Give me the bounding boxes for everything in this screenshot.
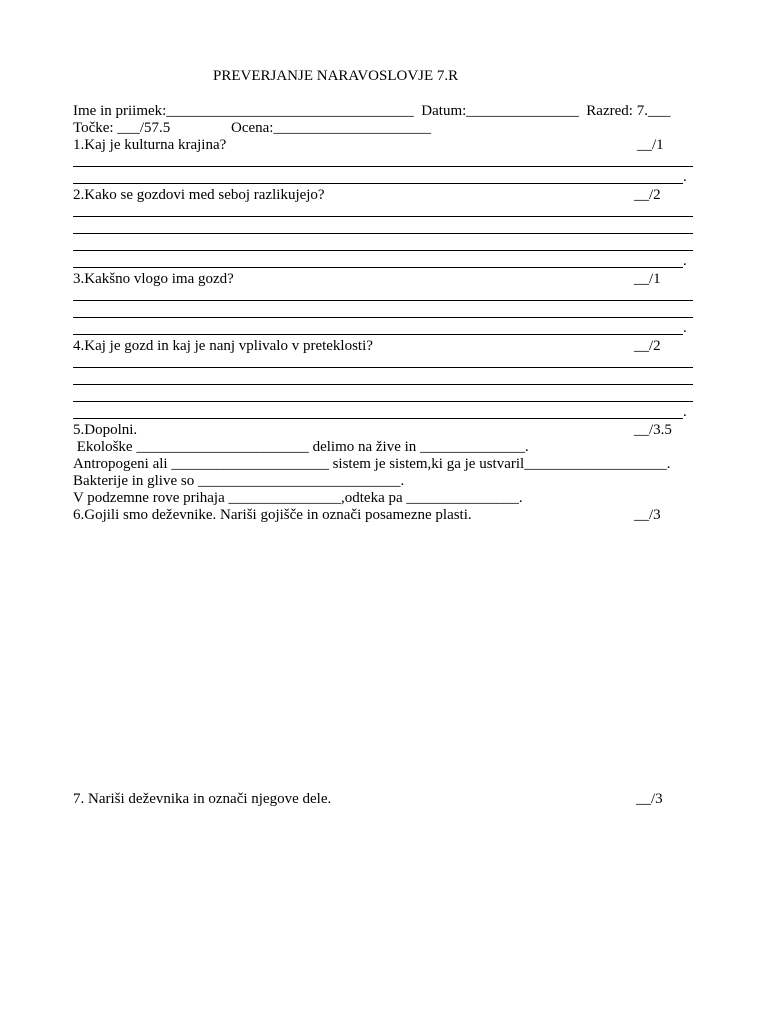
question-7-points: __/3	[636, 791, 663, 807]
answer-line	[73, 384, 693, 385]
question-4: 4.Kaj je gozd in kaj je nanj vplivalo v preteklosti?	[73, 338, 373, 354]
answer-line	[73, 418, 683, 419]
answer-line	[73, 334, 683, 335]
line-end-period: .	[683, 320, 687, 336]
question-3: 3.Kakšno vlogo ima gozd?	[73, 271, 234, 287]
question-5-points: __/3.5	[634, 422, 672, 438]
question-7: 7. Nariši deževnika in označi njegove dele.	[73, 791, 332, 807]
answer-line	[73, 216, 693, 217]
fill-in-sentence-2: Antropogeni ali _____________________ sistem je sistem,ki ga je ustvaril___________________.	[73, 456, 671, 472]
question-6-points: __/3	[634, 507, 661, 523]
answer-line	[73, 267, 683, 268]
question-1-points: __/1	[637, 137, 664, 153]
question-4-points: __/2	[634, 338, 661, 354]
line-end-period: .	[683, 253, 687, 269]
question-1: 1.Kaj je kulturna krajina?	[73, 137, 227, 153]
fill-in-sentence-3: Bakterije in glive so ___________________________.	[73, 473, 405, 489]
question-2-points: __/2	[634, 187, 661, 203]
question-2: 2.Kako se gozdovi med seboj razlikujejo?	[73, 187, 325, 203]
answer-line	[73, 300, 693, 301]
answer-line	[73, 401, 693, 402]
answer-line	[73, 250, 693, 251]
answer-line	[73, 166, 693, 167]
question-5: 5.Dopolni.	[73, 422, 138, 438]
page-title: PREVERJANJE NARAVOSLOVJE 7.R	[213, 68, 459, 84]
line-end-period: .	[683, 169, 687, 185]
fill-in-sentence-1: Ekološke _______________________ delimo na žive in ______________.	[73, 439, 529, 455]
line-end-period: .	[683, 404, 687, 420]
grade-field: Ocena:_____________________	[231, 120, 431, 136]
question-6: 6.Gojili smo deževnike. Nariši gojišče in označi posamezne plasti.	[73, 507, 472, 523]
name-date-class-row: Ime in priimek:_________________________________ Datum:_______________ Razred: 7.___	[73, 103, 671, 119]
fill-in-sentence-4: V podzemne rove prihaja _______________,odteka pa _______________.	[73, 490, 523, 506]
answer-line	[73, 233, 693, 234]
drawing-area-6[interactable]	[73, 530, 693, 785]
answer-line	[73, 183, 683, 184]
drawing-area-7[interactable]	[73, 815, 693, 1005]
answer-line	[73, 317, 693, 318]
answer-line	[73, 367, 693, 368]
question-3-points: __/1	[634, 271, 661, 287]
points-total: Točke: ___/57.5	[73, 120, 171, 136]
